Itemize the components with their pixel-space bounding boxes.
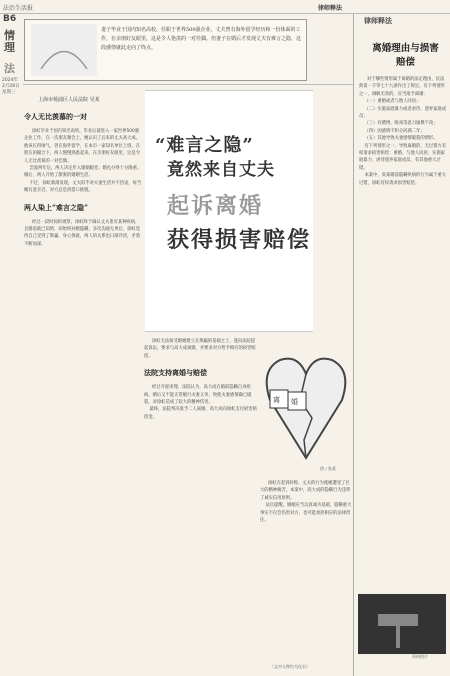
- masthead: [0, 0, 450, 14]
- right-column-tag: 律师释法: [364, 16, 392, 25]
- left-paragraph-2: 经过一段时间的观察，徐虹终于确认丈夫患有某种疾病，且婚前就已知情，却始终对她隐瞒。多次沟通无果后，徐虹觉得自己受到了欺骗，身心俱疲，两人的关系也日渐冷淡，矛盾不断加深。: [24, 219, 141, 247]
- intro-text: 妻子毕业于国内知名高校，任职于世界500强企业，丈夫曾有海外留学经历和一份体面的工作，在亲朋好友眼里，这是令人艳羡的一对佳偶。但妻子在婚后才发现丈夫有难言之隐，这段感情就此走向了终点。: [101, 27, 302, 51]
- section-name-suffix: 法: [4, 62, 15, 75]
- column-header: 律师释法: [318, 5, 343, 12]
- illustration-credit: 图 / 张某: [320, 466, 336, 471]
- svg-text:婚: 婚: [291, 398, 298, 406]
- pseudonym-note: （文中人物均为化名）: [270, 664, 310, 669]
- feature-title-line-3: 起诉离婚: [167, 193, 264, 219]
- issue-date: 2024年 2月28日 星期三: [2, 78, 20, 95]
- right-column: [353, 14, 450, 676]
- section-name: 情理: [4, 29, 15, 54]
- left-heading-1: 令人无比羡慕的一对: [24, 112, 87, 121]
- photo-credit: 资料图片: [412, 654, 428, 659]
- feature-title-line-1: “难言之隐”: [155, 135, 254, 156]
- feature-title-line-2: 竟然来自丈夫: [167, 160, 275, 180]
- middle-heading: 法院支持离婚与赔偿: [144, 368, 207, 378]
- gavel-photo: [358, 594, 446, 654]
- third-paragraph: 徐虹在起诉时称，丈夫的行为使她遭受了巨大的精神痛苦。本案中，高大成的隐瞒行为违背了诚实信用原则。 法官提醒，婚姻应当以真诚为基础，隐瞒重大事实不仅会伤害对方，也可能承担相应的法律责任。: [260, 481, 352, 524]
- section-rule: [23, 84, 353, 85]
- left-heading-2: 两人染上“难言之隐”: [24, 202, 89, 212]
- middle-paragraph-1: 徐虹无法接受婚姻建立在欺骗的基础之上，遂向法院提起诉讼，要求与高大成离婚，并要求对方给予相应的损害赔偿。: [144, 339, 256, 359]
- section-sidebar: [0, 14, 22, 676]
- middle-paragraph-2: 经过开庭审理，法院认为，高大成在婚前隐瞒自身疾病，婚后又不能正常履行夫妻义务，致使夫妻感情确已破裂，对徐虹造成了较大的精神伤害。 最终，法院判决准予二人离婚，高大成向徐虹支付损害赔偿金。: [144, 385, 257, 420]
- left-column: [24, 110, 142, 670]
- middle-column: [144, 338, 258, 668]
- left-paragraph-1: 徐虹毕业于国内知名高校，毕业后就进入一家世界500强企业工作。在一次朋友聚会上，她认识了后来的丈夫高大成。他该长得帅气，曾在海外留学，在本市一家知名单位上班。在朋友的撮合下，两人慢慢熟悉起来。在亲朋好友眼里，这是令人无比羡慕的一对佳偶。 恋爱两年后，两人决定步入婚姻殿堂。婚礼办得十分隆重。婚后，两人开始了甜蜜的婚姻生活。 不过，徐虹渐渐发现，丈夫似乎对夫妻生活并不热衷，每当她有意亲近，对方总是找借口推脱。: [24, 129, 142, 194]
- feature-headline-panel: [145, 90, 313, 332]
- intro-box: [24, 19, 307, 81]
- right-column-body: 对于哪些情形属于离婚的法定理由，民法典第一千零七十九条作出了规定。有下列情形之一，调解无效的，应当准予离婚： （一）重婚或者与他人同居； （二）实施家庭暴力或者虐待、遗弃家庭成员； （三）有赌博、吸毒等恶习屡教不改； （四）因感情不和分居满二年； （五）其他导致夫妻感情破裂的情形。 有下列情形之一，导致离婚的，无过错方有权请求损害赔偿：重婚、与他人同居、实施家庭暴力、虐待遗弃家庭成员、有其他重大过错。 本案中，高某婚前隐瞒疾病的行为属于重大过错，徐虹有权请求损害赔偿。: [359, 77, 447, 186]
- svg-text:离: 离: [273, 396, 280, 404]
- page-number: B6: [3, 14, 17, 24]
- feature-title-line-4: 获得损害赔偿: [167, 227, 312, 253]
- broken-heart-illustration: [260, 330, 352, 465]
- newspaper-name: 法治生活报: [3, 5, 34, 12]
- intro-illustration: [31, 24, 97, 76]
- third-column: [260, 480, 352, 670]
- right-column-title: 离婚理由与损害赔偿: [372, 43, 439, 68]
- article-byline: 上海市杨浦区人民法院 吴某: [38, 97, 100, 103]
